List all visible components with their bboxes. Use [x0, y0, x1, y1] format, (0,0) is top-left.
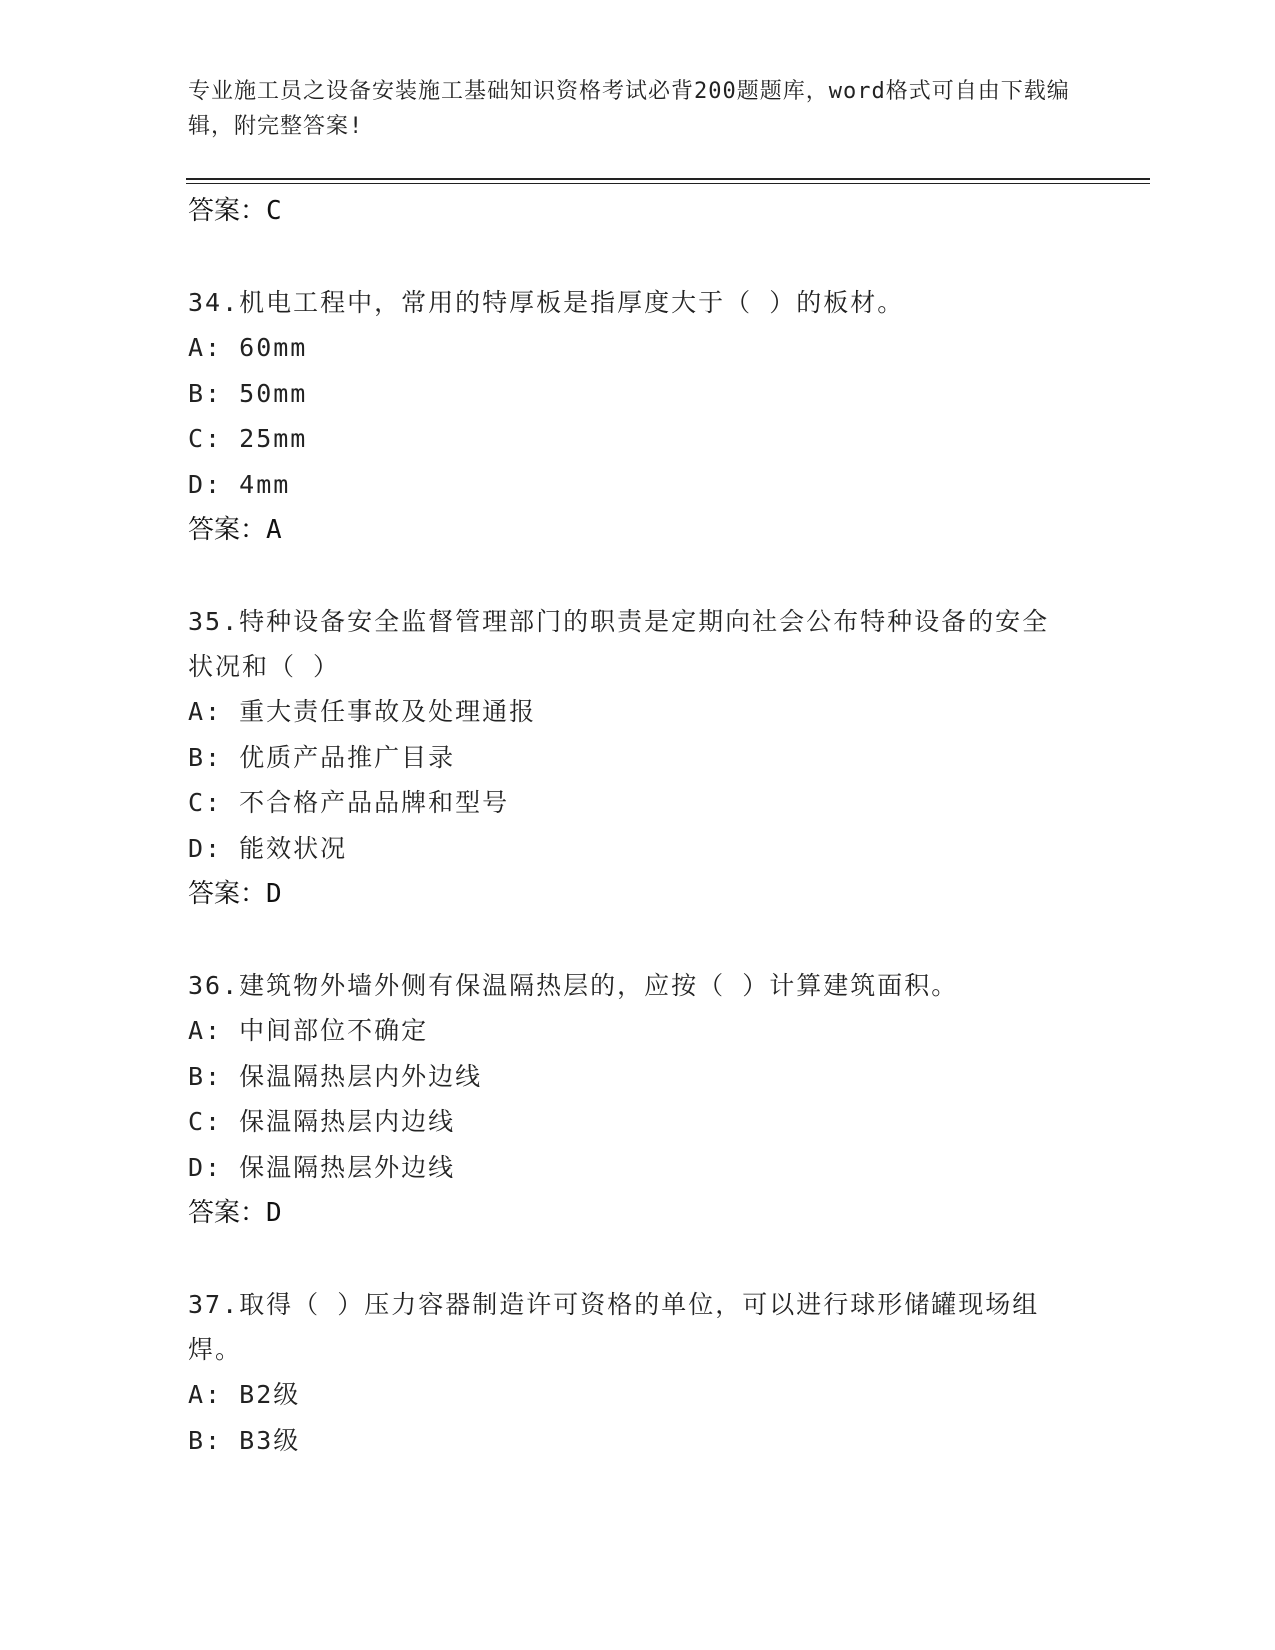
page-header: 专业施工员之设备安装施工基础知识资格考试必背200题题库，word格式可自由下载编辑，附完整答案!: [188, 79, 1070, 139]
header-divider: [186, 178, 1150, 180]
answer-36: 答案：D: [188, 1198, 282, 1228]
option-35-d: D: 能效状况: [188, 833, 348, 863]
question-34: 34.机电工程中，常用的特厚板是指厚度大于（ ）的板材。: [188, 288, 905, 317]
option-34-b: B: 50mm: [188, 378, 308, 408]
option-34-c: C: 25mm: [188, 424, 308, 453]
previous-answer: 答案：C: [188, 196, 282, 226]
answer-34: 答案：A: [188, 515, 282, 545]
option-37-b: B: B3级: [188, 1425, 301, 1455]
answer-35: 答案：D: [188, 879, 282, 909]
question-36: 36.建筑物外墙外侧有保温隔热层的，应按（ ）计算建筑面积。: [188, 971, 959, 1000]
option-35-a: A: 重大责任事故及处理通报: [188, 697, 537, 726]
header-divider-thin: [186, 183, 1150, 184]
option-36-a: A: 中间部位不确定: [188, 1016, 429, 1045]
option-34-a: A: 60mm: [188, 333, 308, 362]
option-35-c: C: 不合格产品品牌和型号: [188, 788, 510, 817]
option-36-d: D: 保温隔热层外边线: [188, 1152, 456, 1182]
option-37-a: A: B2级: [188, 1380, 301, 1409]
option-36-c: C: 保温隔热层内边线: [188, 1107, 456, 1136]
option-34-d: D: 4mm: [188, 469, 291, 499]
question-list: [188, 188, 1088, 1463]
option-36-b: B: 保温隔热层内外边线: [188, 1061, 483, 1091]
question-35: 35.特种设备安全监督管理部门的职责是定期向社会公布特种设备的安全状况和（ ）: [188, 607, 1050, 681]
question-37: 37.取得（ ）压力容器制造许可资格的单位，可以进行球形储罐现场组焊。: [188, 1290, 1040, 1364]
option-35-b: B: 优质产品推广目录: [188, 742, 456, 772]
